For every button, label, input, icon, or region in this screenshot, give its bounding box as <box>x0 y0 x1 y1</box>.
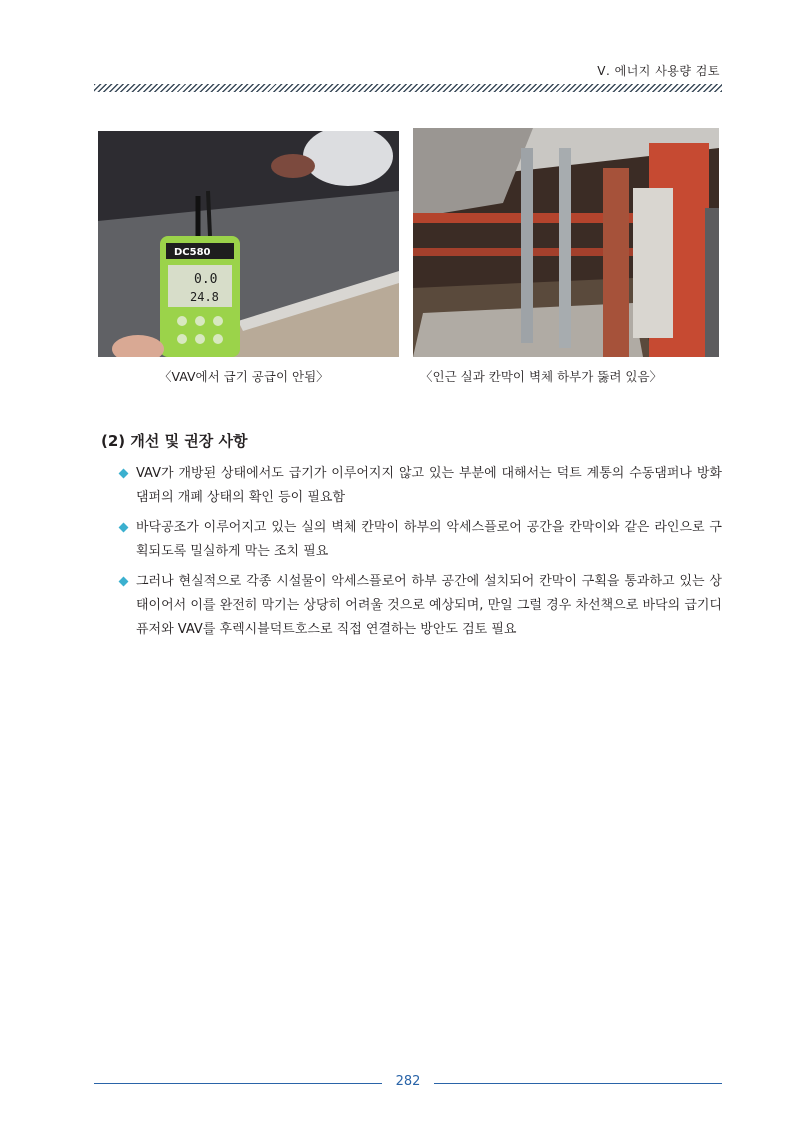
list-item-text: VAV가 개방된 상태에서도 급기가 이루어지지 않고 있는 부분에 대해서는 덕트 계통의 수동댐퍼나 방화댐퍼의 개폐 상태의 확인 등이 필요함 <box>136 466 722 505</box>
page-number: 282 <box>395 1074 421 1089</box>
footer-rule-left <box>94 1083 382 1084</box>
list-item-text: 그러나 현실적으로 각종 시설물이 악세스플로어 하부 공간에 설치되어 칸막이 구획을 통과하고 있는 상태이어서 이를 완전히 막기는 상당히 어려울 것으로 예상되며, 만일 그럴 경우 차선책으로 바닥의 급기디퓨저와 VAV를 후렉시블덕트호스로 직접 연결하는 방안도 검토 필요 <box>136 574 722 637</box>
list-item <box>118 516 722 564</box>
list-item <box>118 462 722 510</box>
section-heading: (2) 개선 및 권장 사항 <box>101 432 248 450</box>
photo-partition-opening <box>413 128 719 357</box>
running-header: Ⅴ. 에너지 사용량 검토 <box>597 64 720 78</box>
footer-rule-right <box>434 1083 722 1084</box>
photo-caption-left: 〈VAV에서 급기 공급이 안됨〉 <box>159 369 329 384</box>
photo-vav-airflow-measurement <box>98 131 399 357</box>
diamond-bullet-icon <box>119 469 129 479</box>
meter-brand-label: DC580 <box>174 247 211 258</box>
recommendation-list <box>118 462 722 648</box>
photo-caption-right: 〈인근 실과 칸막이 벽체 하부가 뚫려 있음〉 <box>420 369 663 384</box>
meter-reading-bottom: 24.8 <box>190 290 219 304</box>
diamond-bullet-icon <box>119 577 129 587</box>
meter-reading-top: 0.0 <box>194 272 218 287</box>
list-item <box>118 570 722 642</box>
header-hatched-rule <box>94 84 722 92</box>
list-item-text: 바닥공조가 이루어지고 있는 실의 벽체 칸막이 하부의 악세스플로어 공간을 칸막이와 같은 라인으로 구획되도록 밀실하게 막는 조치 필요 <box>136 520 722 559</box>
diamond-bullet-icon <box>119 523 129 533</box>
